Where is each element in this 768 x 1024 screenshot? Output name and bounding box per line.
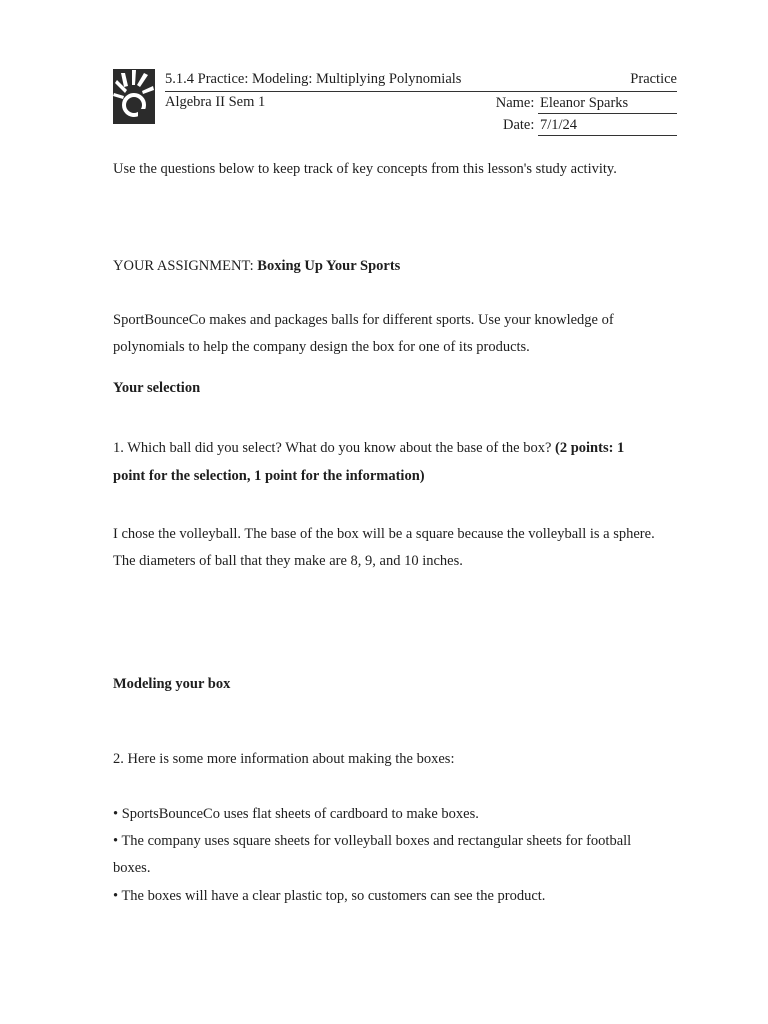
- description-line-2: polynomials to help the company design the box for one of its products.: [113, 339, 530, 355]
- section-heading-modeling: Modeling your box: [113, 676, 231, 692]
- course-name: Algebra II Sem 1: [165, 94, 266, 110]
- question-1-points-end: point for the selection, 1 point for the information): [113, 468, 425, 484]
- date-field: [503, 117, 677, 136]
- name-value: Eleanor Sparks: [538, 95, 677, 114]
- name-field: [496, 95, 677, 114]
- question-1-points-start: (2 points: 1: [555, 440, 625, 456]
- assignment-title: Boxing Up Your Sports: [257, 258, 401, 274]
- bullet-item-2-line-1: • The company uses square sheets for volleyball boxes and rectangular sheets for football: [113, 833, 632, 849]
- bullet-item-3: • The boxes will have a clear plastic top, so customers can see the product.: [113, 888, 546, 904]
- section-heading-selection: Your selection: [113, 380, 201, 396]
- assignment-prefix: YOUR ASSIGNMENT:: [113, 258, 258, 274]
- sun-logo-icon: [113, 69, 155, 124]
- bullet-item-1: • SportsBounceCo uses flat sheets of cardboard to make boxes.: [113, 806, 479, 822]
- question-1-text: 1. Which ball did you select? What do you know about the base of the box?: [113, 440, 556, 456]
- answer-1-line-2: The diameters of ball that they make are 8, 9, and 10 inches.: [113, 553, 463, 569]
- document-type: Practice: [630, 71, 677, 87]
- question-1-line-1: [113, 435, 683, 462]
- assignment-line: [113, 253, 683, 280]
- question-2-text: 2. Here is some more information about making the boxes:: [113, 751, 455, 767]
- date-label: Date:: [502, 117, 535, 133]
- name-label: Name:: [495, 95, 535, 111]
- bullet-item-2-line-2: boxes.: [113, 860, 151, 876]
- date-value: 7/1/24: [538, 117, 677, 136]
- header-title-row: [165, 71, 677, 92]
- answer-1-line-1: I chose the volleyball. The base of the box will be a square because the volleyball is a sphere.: [113, 526, 655, 542]
- intro-text: Use the questions below to keep track of key concepts from this lesson's study activity.: [113, 161, 617, 177]
- description-line-1: SportBounceCo makes and packages balls for different sports. Use your knowledge of: [113, 312, 614, 328]
- lesson-title: 5.1.4 Practice: Modeling: Multiplying Polynomials: [165, 71, 462, 87]
